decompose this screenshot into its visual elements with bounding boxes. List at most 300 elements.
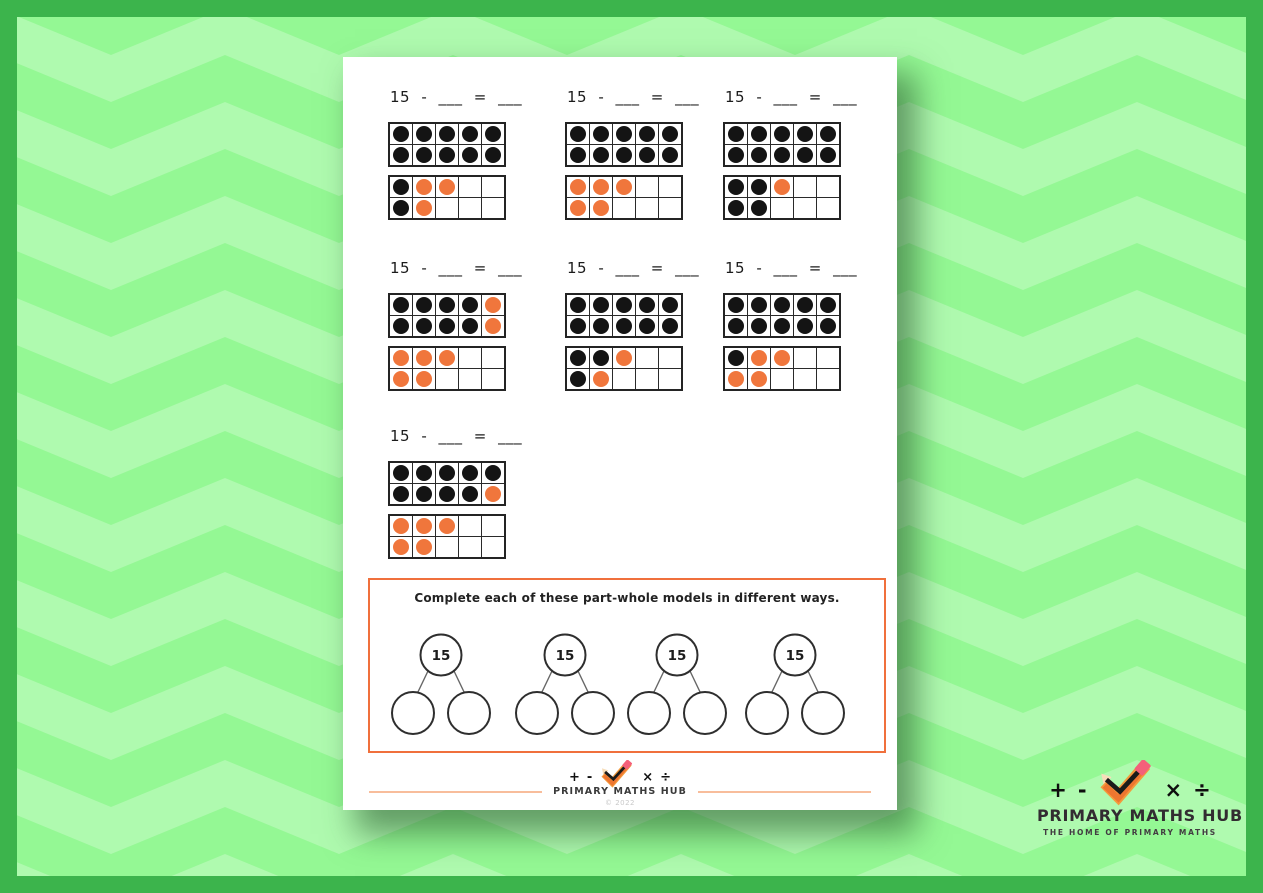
ten-frame-cell (459, 176, 482, 198)
counter-dot-black (751, 200, 767, 216)
ten-frame-cell (389, 294, 413, 316)
counter-dot-orange (593, 179, 609, 195)
part-circle (684, 692, 726, 734)
ten-frame-cell (459, 123, 482, 145)
ten-frame-cell (748, 145, 771, 167)
ten-frame-cell (413, 316, 436, 338)
counter-dot-black (416, 297, 432, 313)
ten-frame (565, 122, 683, 167)
part-whole-model (505, 632, 625, 736)
counter-dot-black (728, 200, 744, 216)
ten-frame-cell (590, 369, 613, 391)
ten-frame-cell (748, 294, 771, 316)
counter-dot-black (751, 147, 767, 163)
counter-dot-black (485, 147, 501, 163)
ten-frame-cell (459, 537, 482, 559)
ten-frame-cell (636, 123, 659, 145)
counter-dot-black (462, 465, 478, 481)
counter-dot-black (393, 465, 409, 481)
ten-frame-cell (817, 369, 841, 391)
plus-icon: + (1049, 778, 1067, 802)
ten-frame-cell (748, 198, 771, 220)
ten-frame-cell (636, 294, 659, 316)
counter-dot-black (416, 486, 432, 502)
counter-dot-black (616, 297, 632, 313)
ten-frame-cell (389, 198, 413, 220)
ten-frame (388, 122, 506, 167)
counter-dot-orange (416, 518, 432, 534)
ten-frame-cell (566, 145, 590, 167)
ten-frame-cell (794, 198, 817, 220)
ten-frame-cell (566, 198, 590, 220)
counter-dot-black (820, 297, 836, 313)
ten-frame-cell (590, 145, 613, 167)
minus-icon: - (1077, 778, 1087, 802)
counter-dot-black (462, 147, 478, 163)
counter-dot-black (797, 126, 813, 142)
ten-frame-cell (771, 316, 794, 338)
part-whole-diagram (735, 632, 855, 736)
ten-frame-cell (613, 176, 636, 198)
counter-dot-black (439, 147, 455, 163)
ten-frame-cell (771, 176, 794, 198)
ten-frame-cell (482, 294, 506, 316)
counter-dot-orange (774, 350, 790, 366)
ten-frame-cell (659, 176, 683, 198)
ten-frame-cell (613, 294, 636, 316)
counter-dot-orange (593, 200, 609, 216)
ten-frame-cell (794, 294, 817, 316)
ten-frame-cell (436, 369, 459, 391)
corner-logo-tagline: THE HOME OF PRIMARY MATHS (1043, 828, 1217, 837)
counter-dot-orange (616, 350, 632, 366)
ten-frame-cell (817, 294, 841, 316)
ten-frame (388, 346, 506, 391)
ten-frame-cell (771, 347, 794, 369)
ten-frame-cell (724, 347, 748, 369)
ten-frame-cell (413, 176, 436, 198)
counter-dot-black (774, 318, 790, 334)
counter-dot-black (416, 465, 432, 481)
ten-frame-cell (566, 294, 590, 316)
ten-frame-cell (566, 369, 590, 391)
ten-frame-cell (459, 347, 482, 369)
counter-dot-orange (416, 371, 432, 387)
counter-dot-black (416, 126, 432, 142)
ten-frame-cell (748, 316, 771, 338)
counter-dot-black (616, 318, 632, 334)
counter-dot-black (728, 179, 744, 195)
ten-frame-cell (590, 176, 613, 198)
ten-frame-cell (413, 347, 436, 369)
ten-frame-cell (817, 198, 841, 220)
ten-frame-cell (748, 123, 771, 145)
corner-logo-brand: PRIMARY MATHS HUB (1037, 806, 1243, 825)
ten-frame-cell (482, 537, 506, 559)
counter-dot-black (728, 297, 744, 313)
counter-dot-black (593, 147, 609, 163)
ten-frame-cell (459, 145, 482, 167)
counter-dot-black (728, 126, 744, 142)
ten-frame-cell (613, 198, 636, 220)
equation-text: 15 - ___ = ___ (390, 427, 523, 445)
ten-frame-cell (794, 176, 817, 198)
ten-frame-cell (771, 123, 794, 145)
check-pencil-icon (600, 760, 634, 788)
ten-frame-cell (636, 176, 659, 198)
ten-frame-cell (817, 145, 841, 167)
sheet-footer-logo (343, 760, 897, 787)
counter-dot-black (662, 318, 678, 334)
minus-icon: - (586, 770, 593, 785)
counter-dot-orange (485, 297, 501, 313)
ten-frame-cell (389, 462, 413, 484)
counter-dot-black (462, 318, 478, 334)
ten-frame-cell (566, 176, 590, 198)
ten-frame-cell (389, 484, 413, 506)
counter-dot-black (639, 147, 655, 163)
ten-frame-cell (613, 145, 636, 167)
ten-frame-cell (482, 462, 506, 484)
part-circle (448, 692, 490, 734)
ten-frame (388, 293, 506, 338)
counter-dot-black (485, 126, 501, 142)
counter-dot-black (751, 179, 767, 195)
counter-dot-orange (485, 318, 501, 334)
ten-frame-cell (659, 347, 683, 369)
ten-frame-cell (748, 176, 771, 198)
counter-dot-black (393, 200, 409, 216)
counter-dot-black (751, 318, 767, 334)
counter-dot-black (662, 147, 678, 163)
ten-frame-cell (389, 537, 413, 559)
sheet-footer-brand: PRIMARY MATHS HUB (553, 786, 687, 797)
ten-frame-cell (389, 316, 413, 338)
ten-frame-cell (436, 484, 459, 506)
ten-frame (565, 293, 683, 338)
ten-frame-cell (413, 537, 436, 559)
counter-dot-black (439, 486, 455, 502)
counter-dot-black (462, 486, 478, 502)
ten-frame-cell (482, 198, 506, 220)
ten-frame-cell (817, 316, 841, 338)
ten-frame-cell (482, 515, 506, 537)
ten-frame-cell (413, 484, 436, 506)
counter-dot-black (639, 297, 655, 313)
ten-frame-cell (659, 198, 683, 220)
sheet-footer-brand-row (369, 786, 871, 797)
part-whole-model (617, 632, 737, 736)
counter-dot-black (570, 147, 586, 163)
counter-dot-orange (593, 371, 609, 387)
ten-frame-cell (794, 123, 817, 145)
multiply-icon: × (642, 770, 654, 785)
ten-frame-cell (748, 369, 771, 391)
ten-frame (723, 122, 841, 167)
ten-frame-cell (817, 123, 841, 145)
ten-frame-cell (459, 515, 482, 537)
counter-dot-black (570, 318, 586, 334)
counter-dot-black (820, 318, 836, 334)
ten-frame-cell (482, 176, 506, 198)
ten-frame-cell (436, 294, 459, 316)
counter-dot-black (393, 147, 409, 163)
equation-text: 15 - ___ = ___ (390, 88, 523, 106)
counter-dot-black (751, 297, 767, 313)
ten-frame (723, 175, 841, 220)
ten-frame-cell (566, 316, 590, 338)
ten-frame-cell (794, 347, 817, 369)
ten-frame-cell (771, 369, 794, 391)
whole-value: 15 (785, 648, 805, 664)
counter-dot-black (774, 147, 790, 163)
counter-dot-black (416, 318, 432, 334)
counter-dot-orange (570, 200, 586, 216)
ten-frame-cell (436, 123, 459, 145)
ten-frame-cell (659, 369, 683, 391)
problem-block (723, 88, 858, 220)
counter-dot-black (439, 318, 455, 334)
sheet-footer-copyright: © 2022 (604, 799, 636, 807)
plus-icon: + (568, 770, 580, 785)
counter-dot-black (416, 147, 432, 163)
counter-dot-black (570, 350, 586, 366)
ten-frame (388, 461, 506, 506)
ten-frame-cell (436, 145, 459, 167)
divide-icon: ÷ (660, 770, 672, 785)
counter-dot-orange (393, 350, 409, 366)
ten-frame-cell (613, 123, 636, 145)
ten-frame-cell (436, 515, 459, 537)
ten-frame-cell (389, 145, 413, 167)
footer-rule-left (369, 791, 542, 793)
ten-frame-cell (413, 123, 436, 145)
ten-frame-cell (659, 316, 683, 338)
ten-frame-cell (413, 515, 436, 537)
ten-frame-cell (389, 369, 413, 391)
ten-frame-cell (659, 145, 683, 167)
worksheet-page (343, 57, 897, 810)
counter-dot-black (751, 126, 767, 142)
ten-frame-cell (389, 347, 413, 369)
part-whole-title: Complete each of these part-whole models in different ways. (414, 591, 840, 605)
ten-frame-cell (436, 176, 459, 198)
ten-frame-cell (389, 515, 413, 537)
counter-dot-black (462, 126, 478, 142)
problem-block (388, 427, 523, 559)
ten-frame-cell (590, 198, 613, 220)
ten-frame-cell (636, 316, 659, 338)
counter-dot-black (662, 297, 678, 313)
ten-frame-cell (566, 347, 590, 369)
ten-frame-cell (459, 316, 482, 338)
ten-frame-cell (794, 145, 817, 167)
ten-frame-cell (436, 347, 459, 369)
ten-frame-cell (613, 316, 636, 338)
counter-dot-black (662, 126, 678, 142)
ten-frame-cell (389, 176, 413, 198)
counter-dot-black (462, 297, 478, 313)
check-pencil-icon (1098, 760, 1154, 806)
ten-frame-cell (590, 347, 613, 369)
counter-dot-orange (439, 518, 455, 534)
counter-dot-orange (416, 539, 432, 555)
ten-frame-cell (659, 123, 683, 145)
ten-frame-cell (771, 198, 794, 220)
part-whole-diagram (505, 632, 625, 736)
part-circle (802, 692, 844, 734)
counter-dot-black (485, 465, 501, 481)
ten-frame-cell (724, 294, 748, 316)
counter-dot-black (393, 179, 409, 195)
ten-frame-cell (724, 369, 748, 391)
ten-frame-cell (389, 123, 413, 145)
ten-frame-cell (459, 484, 482, 506)
counter-dot-black (439, 297, 455, 313)
ten-frame-cell (459, 198, 482, 220)
counter-dot-orange (393, 539, 409, 555)
divide-icon: ÷ (1193, 778, 1211, 802)
ten-frame-cell (613, 369, 636, 391)
ten-frame-cell (590, 294, 613, 316)
counter-dot-black (570, 297, 586, 313)
part-circle (392, 692, 434, 734)
counter-dot-orange (416, 179, 432, 195)
ten-frame-cell (724, 176, 748, 198)
counter-dot-orange (751, 371, 767, 387)
counter-dot-black (393, 318, 409, 334)
ten-frame-cell (482, 316, 506, 338)
ten-frame-cell (724, 316, 748, 338)
counter-dot-black (774, 297, 790, 313)
ten-frame-cell (436, 316, 459, 338)
footer-rule-right (698, 791, 871, 793)
counter-dot-black (820, 147, 836, 163)
whole-value: 15 (555, 648, 575, 664)
ten-frame-cell (413, 462, 436, 484)
ten-frame-cell (436, 537, 459, 559)
counter-dot-black (728, 350, 744, 366)
ten-frame-cell (636, 347, 659, 369)
corner-logo (1037, 753, 1243, 837)
counter-dot-orange (774, 179, 790, 195)
part-whole-model (381, 632, 501, 736)
ten-frame-cell (817, 347, 841, 369)
ten-frame-cell (413, 294, 436, 316)
ten-frame-cell (771, 145, 794, 167)
equation-text: 15 - ___ = ___ (567, 88, 700, 106)
ten-frame-cell (659, 294, 683, 316)
ten-frame-cell (459, 294, 482, 316)
ten-frame-cell (636, 198, 659, 220)
counter-dot-orange (485, 486, 501, 502)
ten-frame-cell (482, 347, 506, 369)
ten-frame (388, 175, 506, 220)
counter-dot-orange (393, 518, 409, 534)
ten-frame-cell (817, 176, 841, 198)
counter-dot-black (570, 126, 586, 142)
part-whole-model (735, 632, 855, 736)
ten-frame-cell (482, 484, 506, 506)
counter-dot-black (797, 318, 813, 334)
problem-block (565, 259, 700, 391)
counter-dot-black (593, 297, 609, 313)
counter-dot-black (593, 126, 609, 142)
ten-frame-cell (482, 145, 506, 167)
counter-dot-black (393, 486, 409, 502)
whole-value: 15 (431, 648, 451, 664)
ten-frame-cell (636, 145, 659, 167)
ten-frame-cell (590, 316, 613, 338)
ten-frame-cell (436, 198, 459, 220)
ten-frame-cell (748, 347, 771, 369)
equation-text: 15 - ___ = ___ (725, 259, 858, 277)
counter-dot-black (593, 318, 609, 334)
counter-dot-black (728, 147, 744, 163)
part-whole-diagram (617, 632, 737, 736)
counter-dot-black (616, 147, 632, 163)
equation-text: 15 - ___ = ___ (390, 259, 523, 277)
counter-dot-black (797, 297, 813, 313)
counter-dot-black (439, 126, 455, 142)
problem-block (723, 259, 858, 391)
ten-frame-cell (724, 198, 748, 220)
ten-frame-cell (590, 123, 613, 145)
ten-frame-cell (724, 145, 748, 167)
counter-dot-black (439, 465, 455, 481)
counter-dot-black (797, 147, 813, 163)
counter-dot-orange (416, 200, 432, 216)
ten-frame-cell (413, 369, 436, 391)
ten-frame-cell (636, 369, 659, 391)
counter-dot-black (593, 350, 609, 366)
multiply-icon: × (1164, 778, 1183, 802)
counter-dot-black (616, 126, 632, 142)
counter-dot-orange (728, 371, 744, 387)
ten-frame-cell (613, 347, 636, 369)
counter-dot-orange (393, 371, 409, 387)
ten-frame-cell (724, 123, 748, 145)
ten-frame-cell (436, 462, 459, 484)
ten-frame-cell (413, 145, 436, 167)
part-whole-box (368, 578, 886, 753)
counter-dot-black (393, 126, 409, 142)
part-circle (628, 692, 670, 734)
ten-frame-cell (566, 123, 590, 145)
counter-dot-black (393, 297, 409, 313)
ten-frame-cell (482, 369, 506, 391)
part-circle (516, 692, 558, 734)
ten-frame-cell (459, 369, 482, 391)
ten-frame (723, 346, 841, 391)
ten-frame (565, 175, 683, 220)
ten-frame-cell (413, 198, 436, 220)
problem-block (388, 259, 523, 391)
counter-dot-black (774, 126, 790, 142)
ten-frame (723, 293, 841, 338)
equation-text: 15 - ___ = ___ (567, 259, 700, 277)
counter-dot-orange (751, 350, 767, 366)
ten-frame-cell (771, 294, 794, 316)
ten-frame-cell (794, 369, 817, 391)
part-circle (746, 692, 788, 734)
counter-dot-orange (439, 350, 455, 366)
counter-dot-orange (416, 350, 432, 366)
counter-dot-orange (616, 179, 632, 195)
counter-dot-black (639, 318, 655, 334)
problem-block (565, 88, 700, 220)
part-circle (572, 692, 614, 734)
